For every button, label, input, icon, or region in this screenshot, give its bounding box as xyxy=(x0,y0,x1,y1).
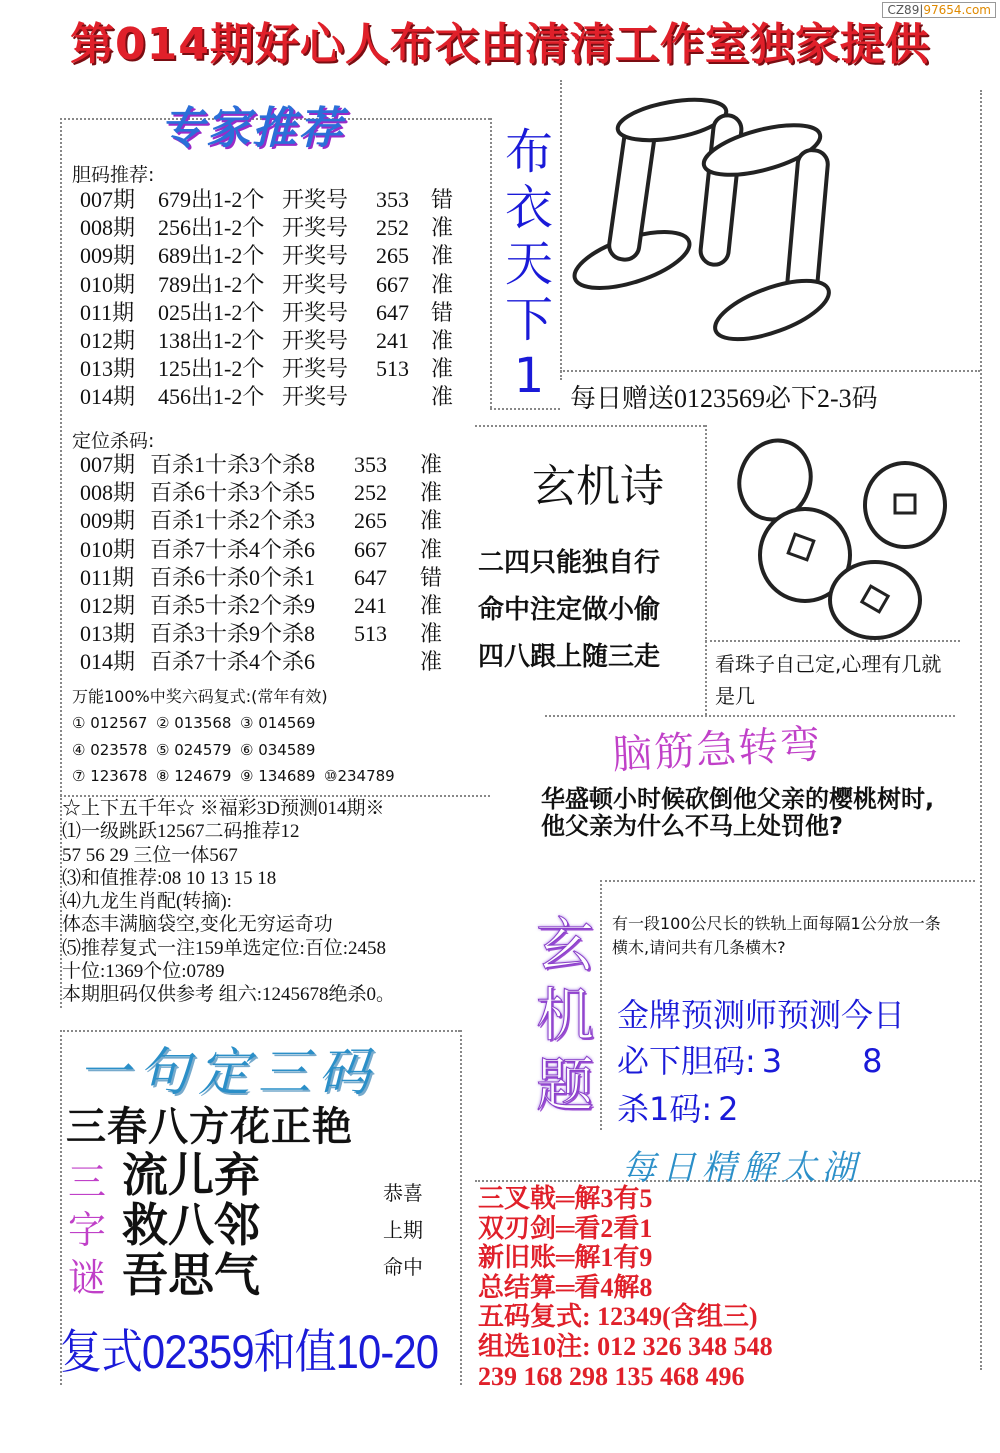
dan-pick: 125出1-2个 xyxy=(158,356,265,382)
one-line-phrase: 三春八方花正艳 xyxy=(66,1104,353,1150)
dan-row xyxy=(80,271,480,299)
buyi-vertical-text: 布衣天下1 xyxy=(504,124,553,404)
kill-draw: 241 xyxy=(354,593,387,619)
dan-result: 准 xyxy=(431,356,454,382)
coins-image xyxy=(715,425,955,640)
gold-title: 金牌预测师预测今日 xyxy=(617,996,906,1034)
kill-draw: 647 xyxy=(354,564,387,590)
forecast-line: ⑶和值推荐:08 10 13 15 18 xyxy=(62,867,277,889)
riddle-line: 吾思气 xyxy=(122,1248,260,1302)
watermark-site: 97654.com xyxy=(923,3,991,17)
forecast-block xyxy=(62,797,492,1007)
dan-result: 准 xyxy=(431,328,454,354)
kill-draw: 353 xyxy=(354,452,387,477)
dan-draw-label: 开奖号 xyxy=(282,299,349,325)
watermark-prefix: CZ89 xyxy=(887,3,920,17)
kill-issue: 012期 xyxy=(80,593,136,619)
poem-line: 四八跟上随三走 xyxy=(478,642,661,672)
kill-pick: 百杀7十杀4个杀6 xyxy=(150,649,316,675)
universal-row xyxy=(72,737,472,764)
must-a: 3 xyxy=(761,1042,783,1080)
dan-issue: 009期 xyxy=(80,243,136,269)
dan-issue: 007期 xyxy=(80,187,136,212)
dan-draw-label: 开奖号 xyxy=(282,384,349,410)
universal-combo: ⑥ 034589 xyxy=(240,740,316,759)
dan-pick: 256出1-2个 xyxy=(158,215,265,241)
dan-pick: 789出1-2个 xyxy=(158,271,265,297)
dan-result: 准 xyxy=(431,215,454,241)
riddle-side-text: 三字谜 xyxy=(68,1160,107,1300)
kill-draw: 513 xyxy=(354,621,387,647)
congrats-line: 恭喜 xyxy=(383,1181,423,1205)
dan-result: 错 xyxy=(431,187,454,212)
expert-heading: 专家推荐 xyxy=(160,103,344,154)
dan-draw-label: 开奖号 xyxy=(282,187,349,212)
universal-combo: ③ 014569 xyxy=(240,714,316,732)
dan-draw: 667 xyxy=(376,271,409,297)
brain-question: 华盛顿小时候砍倒他父亲的樱桃树时,他父亲为什么不马上处罚他? xyxy=(541,785,935,840)
scroll-tiles-image xyxy=(562,80,852,370)
dan-draw xyxy=(376,383,431,411)
kill-draw xyxy=(354,648,420,676)
must-label: 必下胆码: xyxy=(617,1042,756,1080)
universal-combo: ① 012567 xyxy=(72,714,148,732)
poem-heading: 玄机诗 xyxy=(532,461,664,512)
dan-issue: 008期 xyxy=(80,215,136,241)
universal-combo: ⑤ 024579 xyxy=(156,740,232,759)
dan-draw: 265 xyxy=(376,243,409,269)
dan-draw-label: 开奖号 xyxy=(282,356,349,382)
dan-pick: 138出1-2个 xyxy=(158,328,265,354)
kill-pick: 百杀3十杀9个杀8 xyxy=(150,621,316,647)
kill-result: 准 xyxy=(420,480,443,506)
dan-draw: 513 xyxy=(376,356,409,382)
dan-row xyxy=(80,355,480,383)
universal-combo: ⑩234789 xyxy=(324,767,395,785)
taihu-line: 新旧账═解1有9 xyxy=(478,1243,653,1273)
kill-pick: 百杀1十杀2个杀3 xyxy=(150,508,316,534)
riddle-line: 流儿弃 xyxy=(122,1148,260,1202)
poem-line: 二四只能独自行 xyxy=(478,548,661,578)
one-line-heading: 一句定三码 xyxy=(78,1043,379,1103)
kill-draw: 265 xyxy=(354,508,387,534)
universal-row xyxy=(72,763,472,790)
kill-draw: 667 xyxy=(354,536,387,562)
dan-pick: 025出1-2个 xyxy=(158,299,265,325)
dan-row xyxy=(80,186,480,214)
beads-note: 看珠子自己定,心理有几就是几 xyxy=(715,652,942,708)
kill-row xyxy=(80,620,480,648)
kill-list xyxy=(80,451,480,677)
buyi-vertical xyxy=(498,124,560,404)
kill-draw: 252 xyxy=(354,480,387,506)
kill-pick: 百杀6十杀0个杀1 xyxy=(150,564,316,590)
kill-issue: 008期 xyxy=(80,480,136,506)
dan-issue: 014期 xyxy=(80,384,136,410)
kill-issue: 009期 xyxy=(80,508,136,534)
kill-result: 准 xyxy=(420,593,443,619)
riddle-lines xyxy=(122,1150,260,1300)
kill-pick: 百杀6十杀3个杀5 xyxy=(150,480,316,506)
mystery-side-label xyxy=(530,910,600,1120)
universal-combo: ⑦ 123678 xyxy=(72,767,148,785)
dan-draw-label: 开奖号 xyxy=(282,215,349,241)
universal-combo: ⑧ 124679 xyxy=(156,767,232,785)
dan-row xyxy=(80,383,480,411)
dan-draw-label: 开奖号 xyxy=(282,243,349,269)
kill-row xyxy=(80,648,480,676)
dan-pick: 456出1-2个 xyxy=(158,384,265,410)
kill-result: 准 xyxy=(420,621,443,647)
congrats-line: 上期 xyxy=(383,1218,423,1242)
kill-row xyxy=(80,479,480,507)
dan-pick: 689出1-2个 xyxy=(158,243,265,269)
must-row xyxy=(617,1036,883,1082)
kill-issue: 011期 xyxy=(80,564,135,590)
dan-pick: 679出1-2个 xyxy=(158,187,265,212)
poem-lines xyxy=(478,540,660,681)
dan-result: 准 xyxy=(431,271,454,297)
poem-line: 命中注定做小偷 xyxy=(478,595,661,625)
dan-issue: 013期 xyxy=(80,356,136,382)
kill-val: 2 xyxy=(718,1090,739,1128)
gift-text: 每日赠送0123569必下2-3码 xyxy=(570,384,878,413)
kill-pick: 百杀5十杀2个杀9 xyxy=(150,593,316,619)
dan-row xyxy=(80,299,480,327)
kill-result: 准 xyxy=(420,508,443,534)
taihu-line: 三叉戟═解3有5 xyxy=(478,1184,653,1213)
kill-row xyxy=(617,1084,739,1130)
kill-result: 准 xyxy=(420,452,443,477)
dan-row xyxy=(80,327,480,355)
kill-pick: 百杀7十杀4个杀6 xyxy=(150,536,316,562)
kill-result: 准 xyxy=(420,649,443,675)
kill-result: 错 xyxy=(420,564,443,590)
dan-result: 准 xyxy=(431,384,454,410)
dan-list xyxy=(80,186,480,412)
dan-draw: 241 xyxy=(376,328,409,354)
forecast-line: ☆上下五千年☆ ※福彩3D预测014期※ xyxy=(62,798,385,819)
kill-row xyxy=(80,536,480,564)
kill-row xyxy=(80,451,480,479)
page-title: 第014期好心人布衣由清清工作室独家提供 xyxy=(70,19,930,70)
universal-combo: ④ 023578 xyxy=(72,740,148,759)
must-b: 8 xyxy=(862,1042,883,1080)
forecast-line: 十位:1369个位:0789 xyxy=(62,961,225,983)
riddle-line: 救八邻 xyxy=(122,1198,260,1252)
taihu-heading: 每日精解太湖 xyxy=(622,1148,862,1188)
universal-label: 万能100%中奖六码复式:(常年有效) xyxy=(72,687,328,706)
dan-result: 准 xyxy=(431,243,454,269)
mystery-side-text: 玄机题 xyxy=(536,911,595,1119)
forecast-line: ⑸推荐复式一注159单选定位:百位:2458 xyxy=(62,937,387,959)
compound-text: 复式02359和值10-20 xyxy=(60,1325,439,1378)
dan-draw: 353 xyxy=(376,187,409,212)
universal-combo: ② 013568 xyxy=(156,714,232,732)
forecast-line: 体态丰满脑袋空,变化无穷运奇功 xyxy=(62,914,333,936)
kill-pick: 百杀1十杀3个杀8 xyxy=(150,452,316,477)
kill-row xyxy=(80,564,480,592)
forecast-line: ⑴一级跳跃12567二码推荐12 xyxy=(62,821,300,843)
kill-row xyxy=(80,507,480,535)
site-watermark: CZ89|97654.com xyxy=(882,2,996,18)
taihu-line: 总结算═看4解8 xyxy=(478,1272,653,1302)
taihu-line: 双刃剑═看2看1 xyxy=(478,1213,653,1243)
kill-row xyxy=(80,592,480,620)
forecast-line: 57 56 29 三位一体567 xyxy=(62,844,238,866)
mystery-question: 有一段100公尺长的铁轨上面每隔1公分放一条横木,请问共有几条横木? xyxy=(612,914,941,957)
kill-issue: 010期 xyxy=(80,536,136,562)
forecast-line: ⑷九龙生肖配(转摘): xyxy=(62,891,232,913)
congrats-line: 命中 xyxy=(383,1255,423,1279)
riddle-side-label xyxy=(64,1158,110,1302)
universal-combo: ⑨ 134689 xyxy=(240,767,316,785)
dan-row xyxy=(80,214,480,242)
kill-issue: 014期 xyxy=(80,649,136,675)
forecast-line: 本期胆码仅供参考 组六:1245678绝杀0。 xyxy=(62,984,396,1006)
universal-row xyxy=(72,710,472,737)
taihu-line: 组选10注: 012 326 348 548 xyxy=(478,1331,773,1361)
kill-issue: 007期 xyxy=(80,452,136,477)
dan-draw-label: 开奖号 xyxy=(282,328,349,354)
dan-issue: 011期 xyxy=(80,299,135,325)
dan-label: 胆码推荐: xyxy=(72,164,155,186)
dan-issue: 012期 xyxy=(80,328,136,354)
kill-label-m: 杀1码: xyxy=(617,1090,713,1128)
dan-draw: 252 xyxy=(376,215,409,241)
kill-result: 准 xyxy=(420,536,443,562)
brain-heading: 脑筋急转弯 xyxy=(611,721,824,779)
dan-issue: 010期 xyxy=(80,271,136,297)
congrats-block xyxy=(383,1175,423,1286)
taihu-line: 239 168 298 135 468 496 xyxy=(478,1361,745,1391)
taihu-lines xyxy=(478,1184,773,1391)
dan-draw-label: 开奖号 xyxy=(282,271,349,297)
dan-result: 错 xyxy=(431,299,454,325)
dan-draw: 647 xyxy=(376,299,409,325)
dan-row xyxy=(80,242,480,270)
taihu-line: 五码复式: 12349(含组三) xyxy=(478,1302,758,1332)
kill-issue: 013期 xyxy=(80,621,136,647)
universal-list xyxy=(72,710,472,790)
kill-label: 定位杀码: xyxy=(72,430,155,452)
